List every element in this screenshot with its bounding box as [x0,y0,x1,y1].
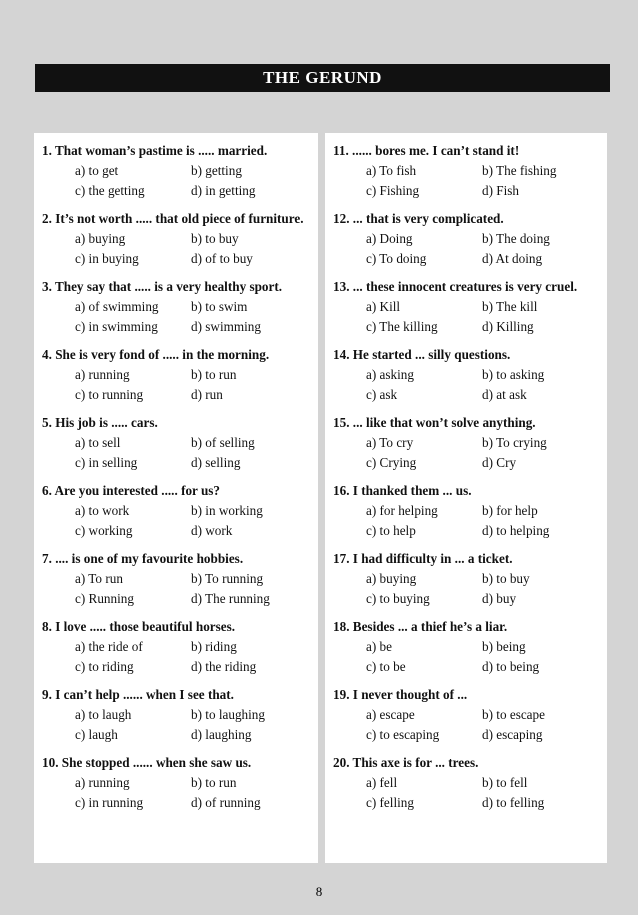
question-7 [42,549,318,609]
question-stem: 11. ...... bores me. I can’t stand it! [333,143,520,158]
question-stem: 14. He started ... silly questions. [333,347,511,362]
options [333,637,607,677]
option-b: b) being [482,639,526,654]
option-c: c) to buying [366,591,430,606]
option-b: b) to buy [191,231,239,246]
question-stem: 3. They say that ..... is a very healthy sport. [42,279,283,294]
option-a: a) asking [366,367,414,382]
option-b: b) To running [191,571,264,586]
option-a: a) to work [75,503,130,518]
option-b: b) To crying [482,435,547,450]
question-13 [333,277,607,337]
question-stem: 16. I thanked them ... us. [333,483,472,498]
option-b: b) to buy [482,571,530,586]
options [42,637,318,677]
question-12 [333,209,607,269]
options [333,229,607,269]
option-b: b) to laughing [191,707,265,722]
option-a: a) fell [366,775,398,790]
option-d: d) Cry [482,455,517,470]
option-b: b) of selling [191,435,255,450]
option-a: a) Doing [366,231,413,246]
option-d: d) At doing [482,251,543,266]
option-b: b) The kill [482,299,538,314]
option-b: b) riding [191,639,237,654]
option-d: d) the riding [191,659,257,674]
options [333,161,607,201]
options [42,365,318,405]
options [42,433,318,473]
option-d: d) run [191,387,223,402]
question-1 [42,141,318,201]
option-c: c) laugh [75,727,118,742]
question-11 [333,141,607,201]
options [42,569,318,609]
question-stem: 18. Besides ... a thief he’s a liar. [333,619,508,634]
options [333,705,607,745]
option-d: d) Killing [482,319,534,334]
option-a: a) running [75,775,130,790]
option-c: c) in selling [75,455,138,470]
question-18 [333,617,607,677]
option-d: d) selling [191,455,241,470]
option-b: b) The fishing [482,163,557,178]
option-b: b) to fell [482,775,528,790]
option-d: d) The running [191,591,270,606]
question-stem: 9. I can’t help ...... when I see that. [42,687,234,702]
option-c: c) to help [366,523,416,538]
option-b: b) to asking [482,367,545,382]
option-c: c) to escaping [366,727,440,742]
option-b: b) to swim [191,299,248,314]
question-4 [42,345,318,405]
options [42,161,318,201]
option-d: d) to felling [482,795,545,810]
option-c: c) working [75,523,133,538]
option-d: d) work [191,523,233,538]
options [333,433,607,473]
option-c: c) in swimming [75,319,158,334]
option-a: a) the ride of [75,639,143,654]
question-2 [42,209,318,269]
option-c: c) ask [366,387,398,402]
question-8 [42,617,318,677]
option-c: c) Running [75,591,134,606]
option-c: c) in running [75,795,144,810]
question-10 [42,753,318,813]
question-17 [333,549,607,609]
option-a: a) buying [366,571,417,586]
option-c: c) to running [75,387,144,402]
option-b: b) for help [482,503,538,518]
option-d: d) to helping [482,523,550,538]
options [333,773,607,813]
options [42,501,318,541]
option-a: a) To cry [366,435,414,450]
question-stem: 6. Are you interested ..... for us? [42,483,221,498]
option-b: b) in working [191,503,263,518]
options [333,365,607,405]
option-d: d) escaping [482,727,543,742]
question-6 [42,481,318,541]
option-d: d) Fish [482,183,520,198]
option-d: d) of running [191,795,261,810]
question-9 [42,685,318,745]
question-stem: 10. She stopped ...... when she saw us. [42,755,252,770]
option-a: a) buying [75,231,126,246]
page-number: 8 [315,884,323,899]
question-stem: 20. This axe is for ... trees. [333,755,479,770]
option-c: c) in buying [75,251,139,266]
option-b: b) to run [191,775,237,790]
option-a: a) for helping [366,503,438,518]
option-b: b) getting [191,163,242,178]
page-title: THE GERUND [35,64,610,92]
question-stem: 8. I love ..... those beautiful horses. [42,619,236,634]
option-a: a) to get [75,163,119,178]
option-a: a) To fish [366,163,417,178]
question-14 [333,345,607,405]
question-stem: 4. She is very fond of ..... in the morning. [42,347,270,362]
option-a: a) escape [366,707,415,722]
option-c: c) The killing [366,319,438,334]
question-stem: 1. That woman’s pastime is ..... married. [42,143,268,158]
option-c: c) Crying [366,455,417,470]
option-c: c) to be [366,659,406,674]
question-stem: 13. ... these innocent creatures is very cruel. [333,279,578,294]
question-stem: 19. I never thought of ... [333,687,468,702]
options [42,773,318,813]
options [333,501,607,541]
question-15 [333,413,607,473]
option-c: c) Fishing [366,183,420,198]
question-stem: 17. I had difficulty in ... a ticket. [333,551,513,566]
option-d: d) to being [482,659,540,674]
option-d: d) of to buy [191,251,253,266]
option-a: a) to sell [75,435,121,450]
question-stem: 7. .... is one of my favourite hobbies. [42,551,244,566]
option-c: c) to riding [75,659,134,674]
question-3 [42,277,318,337]
option-a: a) of swimming [75,299,159,314]
question-stem: 2. It’s not worth ..... that old piece of furniture. [42,211,304,226]
right-question-panel [325,133,607,863]
option-d: d) at ask [482,387,527,402]
options [42,229,318,269]
question-5 [42,413,318,473]
question-stem: 12. ... that is very complicated. [333,211,504,226]
option-c: c) To doing [366,251,427,266]
option-c: c) the getting [75,183,145,198]
option-a: a) Kill [366,299,401,314]
options [333,569,607,609]
question-20 [333,753,607,813]
option-a: a) To run [75,571,123,586]
option-a: a) be [366,639,392,654]
option-a: a) running [75,367,130,382]
option-d: d) laughing [191,727,252,742]
options [333,297,607,337]
option-d: d) swimming [191,319,261,334]
question-16 [333,481,607,541]
option-b: b) The doing [482,231,550,246]
question-stem: 5. His job is ..... cars. [42,415,158,430]
option-a: a) to laugh [75,707,132,722]
left-question-panel [34,133,318,863]
option-d: d) buy [482,591,517,606]
option-d: d) in getting [191,183,256,198]
question-stem: 15. ... like that won’t solve anything. [333,415,536,430]
question-19 [333,685,607,745]
options [42,297,318,337]
option-b: b) to run [191,367,237,382]
option-c: c) felling [366,795,414,810]
options [42,705,318,745]
option-b: b) to escape [482,707,545,722]
